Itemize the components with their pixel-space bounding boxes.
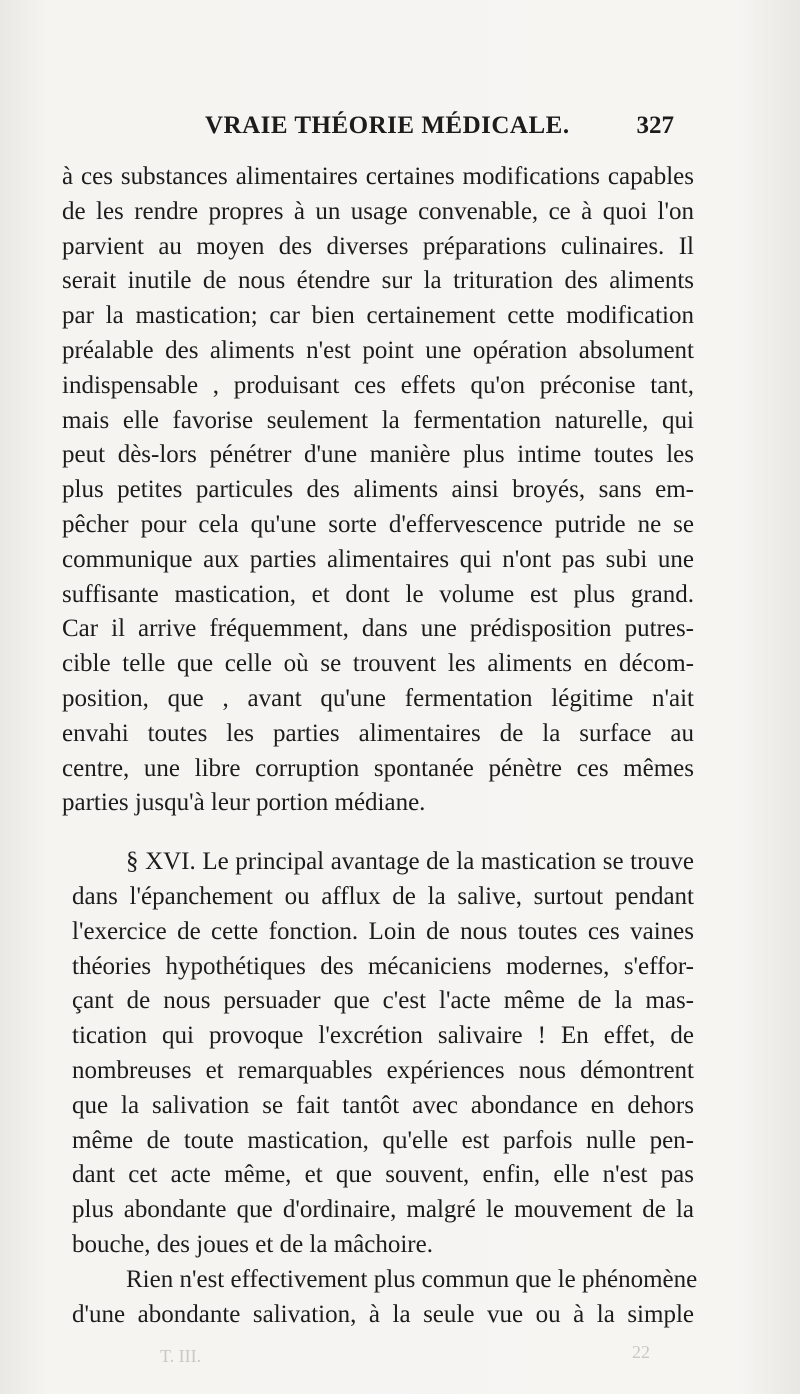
text-line: dant cet acte même, et que souvent, enfin, elle n'est pas — [72, 1161, 694, 1189]
text-line: nombreuses et remarquables expériences nous démontrent — [72, 1056, 694, 1084]
text-line: centre, une libre corruption spontanée pénètre ces mêmes — [62, 754, 694, 782]
text-line: l'exercice de cette fonction. Loin de nous toutes ces vaines — [72, 917, 694, 945]
text-line: cible telle que celle où se trouvent les aliments en décom- — [62, 650, 694, 678]
paragraph-gap — [62, 821, 694, 845]
text-line: mais elle favorise seulement la fermentation naturelle, qui — [62, 406, 694, 434]
paragraph-1 — [62, 160, 694, 821]
text-line: à ces substances alimentaires certaines modifications capables — [62, 163, 694, 190]
text-line: serait inutile de nous étendre sur la trituration des aliments — [62, 267, 694, 295]
text-line: par la mastication; car bien certainement cette modification — [62, 302, 694, 330]
text-line: communique aux parties alimentaires qui n'ont pas subi une — [62, 545, 694, 573]
text-line: peut dès-lors pénétrer d'une manière plus intime toutes les — [62, 441, 694, 469]
text-line: parvient au moyen des diverses préparations culinaires. Il — [62, 232, 694, 260]
text-line: indispensable , produisant ces effets qu'on préconise tant, — [62, 371, 694, 399]
text-line: § XVI. Le principal avantage de la mastication se trouve — [126, 848, 694, 876]
text-line: suffisante mastication, et dont le volume est plus grand. — [62, 580, 694, 608]
text-line: préalable des aliments n'est point une opération absolument — [62, 336, 694, 364]
paragraph-3 — [72, 1263, 698, 1333]
text-line: plus petites particules des aliments ainsi broyés, sans em- — [62, 476, 694, 504]
text-line: parties jusqu'à leur portion médiane. — [62, 789, 426, 817]
text-line: position, que , avant qu'une fermentation légitime n'ait — [62, 684, 694, 712]
page-number: 327 — [636, 112, 674, 139]
body-text — [62, 160, 698, 1332]
text-line: çant de nous persuader que c'est l'acte même de la mas- — [72, 987, 694, 1015]
text-line: Car il arrive fréquemment, dans une prédisposition putres- — [62, 615, 694, 643]
text-line: plus abondante que d'ordinaire, malgré le mouvement de la — [72, 1196, 694, 1224]
text-line: Rien n'est effectivement plus commun que le phénomène — [126, 1265, 698, 1293]
text-line: théories hypothétiques des mécaniciens modernes, s'effor- — [72, 952, 694, 980]
running-header — [0, 112, 800, 146]
text-line: d'une abondante salivation, à la seule vue ou à la simple — [72, 1300, 694, 1328]
running-title: VRAIE THÉORIE MÉDICALE. — [205, 112, 570, 139]
sheet-number: 22 — [632, 1342, 650, 1362]
text-line: que la salivation se fait tantôt avec abondance en dehors — [72, 1091, 694, 1119]
text-line: pêcher pour cela qu'une sorte d'effervescence putride ne se — [62, 510, 694, 538]
text-line: dans l'épanchement ou afflux de la salive, surtout pendant — [72, 882, 694, 910]
text-line: même de toute mastication, qu'elle est parfois nulle pen- — [72, 1126, 694, 1154]
text-line: tication qui provoque l'excrétion salivaire ! En effet, de — [72, 1022, 694, 1050]
text-line: bouche, des joues et de la mâchoire. — [72, 1230, 433, 1258]
signature-mark: T. III. — [160, 1346, 202, 1366]
text-line: de les rendre propres à un usage convenable, ce à quoi l'on — [62, 197, 694, 225]
paragraph-2 — [72, 845, 694, 1263]
text-line: envahi toutes les parties alimentaires de la surface au — [62, 719, 694, 747]
